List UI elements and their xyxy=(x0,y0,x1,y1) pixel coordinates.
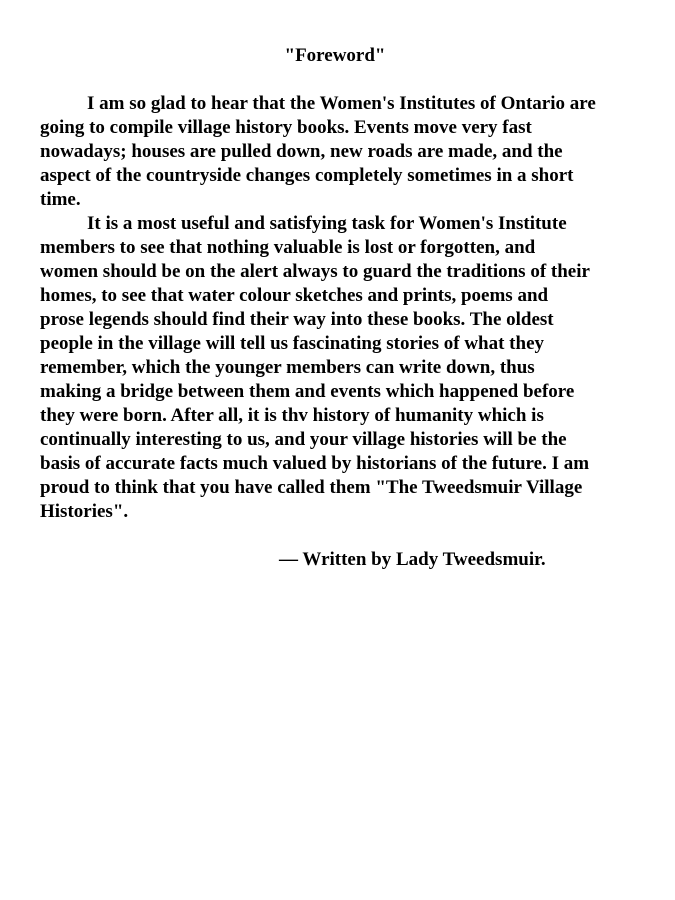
text-line: going to compile village history books. Events move very fast xyxy=(40,117,532,138)
paragraph-1 xyxy=(40,92,660,212)
text-line: nowadays; houses are pulled down, new roads are made, and the xyxy=(40,141,563,162)
text-line: Histories". xyxy=(40,501,129,522)
text-line: It is a most useful and satisfying task for Women's Institute xyxy=(87,213,567,234)
signature-line: — Written by Lady Tweedsmuir. xyxy=(279,549,546,570)
document-title: "Foreword" xyxy=(284,45,386,66)
foreword-body xyxy=(40,92,660,524)
text-line: basis of accurate facts much valued by historians of the future. I am xyxy=(40,453,590,474)
text-line: prose legends should find their way into these books. The oldest xyxy=(40,309,554,330)
text-line: they were born. After all, it is thv history of humanity which is xyxy=(40,405,544,426)
text-line: members to see that nothing valuable is lost or forgotten, and xyxy=(40,237,536,258)
text-line: I am so glad to hear that the Women's Institutes of Ontario are xyxy=(87,93,596,114)
text-line: proud to think that you have called them "The Tweedsmuir Village xyxy=(40,477,583,498)
text-line: remember, which the younger members can write down, thus xyxy=(40,357,535,378)
text-line: aspect of the countryside changes completely sometimes in a short xyxy=(40,165,574,186)
text-line: making a bridge between them and events which happened before xyxy=(40,381,575,402)
text-line: continually interesting to us, and your village histories will be the xyxy=(40,429,567,450)
text-line: people in the village will tell us fascinating stories of what they xyxy=(40,333,545,354)
paragraph-2 xyxy=(40,212,660,524)
text-line: homes, to see that water colour sketches and prints, poems and xyxy=(40,285,549,306)
text-line: time. xyxy=(40,189,81,210)
text-line: women should be on the alert always to guard the traditions of their xyxy=(40,261,590,282)
